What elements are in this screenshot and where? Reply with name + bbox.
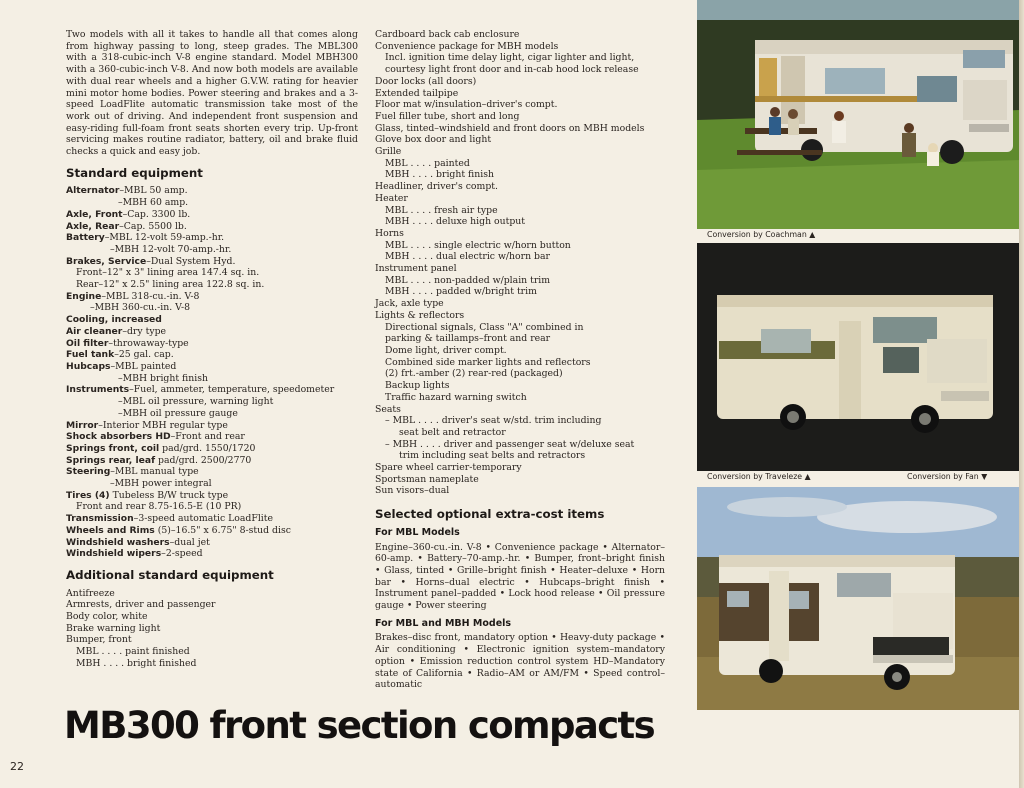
page-fold-edge — [1019, 0, 1024, 788]
standard-equipment-list — [66, 185, 358, 560]
equipment-item-spec: Seats — [375, 403, 401, 415]
equipment-line — [375, 392, 665, 404]
equipment-line — [66, 623, 358, 635]
equipment-line — [66, 384, 358, 396]
equipment-item-spec: Backup lights — [385, 380, 450, 392]
equipment-item-name: Instruments — [66, 384, 130, 396]
equipment-item-name: Mirror — [66, 419, 99, 431]
equipment-item-spec: Rear–12" x 2.5" lining area 122.8 sq. in. — [76, 279, 265, 291]
equipment-item-name: Shock absorbers HD — [66, 431, 171, 443]
equipment-item-spec: –dry type — [122, 325, 167, 337]
equipment-line — [375, 240, 665, 252]
photo-coachman-motorhome — [697, 0, 1020, 229]
additional-equipment-continued-list — [375, 29, 665, 497]
equipment-line — [66, 478, 358, 490]
equipment-item-spec: Dome light, driver compt. — [385, 344, 507, 356]
equipment-line — [66, 244, 358, 256]
equipment-item-spec: Glove box door and light — [375, 134, 492, 146]
equipment-item-spec: pad/grd. 1550/1720 — [159, 442, 256, 454]
equipment-item-spec: –Fuel, ammeter, temperature, speedometer — [129, 384, 335, 396]
equipment-line — [66, 525, 358, 537]
photo-fan-motorhome — [697, 487, 1020, 710]
equipment-line — [375, 404, 665, 416]
equipment-line — [66, 537, 358, 549]
equipment-item-name: Wheels and Rims — [66, 524, 155, 536]
equipment-line — [66, 490, 358, 502]
equipment-item-spec: –Dual System Hyd. — [146, 255, 236, 267]
equipment-item-spec: Heater — [375, 192, 408, 204]
equipment-item-spec: –MBL 318-cu.-in. V-8 — [101, 290, 200, 302]
equipment-item-name: Alternator — [66, 185, 120, 197]
equipment-line — [66, 466, 358, 478]
equipment-item-spec: Antifreeze — [66, 587, 115, 599]
equipment-item-spec: MBH . . . . bright finished — [76, 657, 197, 669]
mbl-mbh-models-heading: For MBL and MBH Models — [375, 617, 512, 629]
equipment-line — [375, 158, 665, 170]
equipment-item-name: Battery — [66, 232, 105, 244]
equipment-line — [375, 450, 665, 462]
equipment-item-spec: –25 gal. cap. — [114, 349, 174, 361]
equipment-item-spec: –MBH 12-volt 70-amp.-hr. — [110, 243, 232, 255]
equipment-item-spec: Sportsman nameplate — [375, 473, 479, 485]
equipment-line — [66, 302, 358, 314]
equipment-item-spec: –2-speed — [161, 548, 203, 560]
equipment-line — [66, 326, 358, 338]
equipment-item-spec: –3-speed automatic LoadFlite — [133, 513, 274, 525]
equipment-line — [375, 146, 665, 158]
equipment-item-spec: Glass, tinted–windshield and front doors on MBH models — [375, 122, 645, 134]
left-column — [66, 29, 358, 670]
equipment-item-spec: MBH . . . . deluxe high output — [385, 216, 526, 228]
equipment-line — [375, 485, 665, 497]
equipment-item-name: Windshield wipers — [66, 548, 162, 560]
equipment-item-name: Engine — [66, 290, 102, 302]
caption-coachman-text: Conversion by Coachman ▲ — [707, 230, 816, 239]
equipment-item-spec: – MBL . . . . driver's seat w/std. trim including — [385, 415, 602, 427]
equipment-line — [375, 76, 665, 88]
equipment-line — [375, 181, 665, 193]
equipment-item-spec: MBL . . . . single electric w/horn button — [385, 239, 571, 251]
equipment-item-spec: MBH . . . . dual electric w/horn bar — [385, 251, 550, 263]
equipment-item-spec: (2) frt.-amber (2) rear-red (packaged) — [385, 368, 563, 380]
equipment-item-spec: –MBH 360-cu.-in. V-8 — [90, 302, 191, 314]
equipment-item-spec: –MBH bright finish — [118, 372, 208, 384]
equipment-line — [375, 251, 665, 263]
equipment-item-name: Transmission — [66, 513, 134, 525]
equipment-item-name: Hubcaps — [66, 360, 111, 372]
equipment-item-spec: pad/grd. 2500/2770 — [155, 454, 252, 466]
equipment-line — [66, 396, 358, 408]
optional-items-heading: Selected optional extra-cost items — [375, 507, 605, 522]
equipment-line — [375, 368, 665, 380]
equipment-line — [66, 349, 358, 361]
equipment-item-spec: –MBL oil pressure, warning light — [118, 396, 274, 408]
equipment-item-spec: trim including seat belts and retractors — [399, 450, 586, 462]
equipment-item-spec: –Front and rear — [170, 431, 245, 443]
equipment-item-name: Cooling, increased — [66, 314, 162, 326]
equipment-item-name: Axle, Rear — [66, 220, 120, 232]
equipment-item-spec: –MBH 60 amp. — [118, 197, 189, 209]
equipment-line — [375, 333, 665, 345]
equipment-item-spec: seat belt and retractor — [399, 426, 506, 438]
equipment-item-spec: – MBH . . . . driver and passenger seat w/deluxe seat — [385, 438, 635, 450]
equipment-line — [66, 431, 358, 443]
middle-column — [375, 29, 665, 691]
equipment-line — [375, 462, 665, 474]
equipment-line — [66, 408, 358, 420]
equipment-line — [375, 123, 665, 135]
equipment-item-spec: Instrument panel — [375, 263, 457, 275]
equipment-item-spec: Sun visors–dual — [375, 485, 450, 497]
equipment-line — [66, 658, 358, 670]
caption-traveleze-fan — [697, 471, 1020, 483]
equipment-line — [375, 310, 665, 322]
equipment-item-spec: MBL . . . . fresh air type — [385, 204, 498, 216]
equipment-line — [375, 169, 665, 181]
equipment-line — [375, 415, 665, 427]
caption-coachman — [697, 229, 1020, 241]
equipment-line — [375, 357, 665, 369]
equipment-line — [66, 279, 358, 291]
intro-paragraph: Two models with all it takes to handle all that comes along from highway passing to long, steep grades. The MBL300 with a 318-cubic-inch V-8 engine standard. Model MBH300 with a 360-cubic-inch V-8. And now both models are available with dual rear wheels and a higher G.V.W. rating for heavier mini motor home bodies. Power steering and brakes and a 3-speed LoadFlite automatic transmission take most of the work out of driving. And independent front suspension and easy-riding full-foam front seats shorten every trip. Up-front servicing makes routine radiator, battery, oil and brake fluid checks a quick and easy job. — [66, 29, 358, 158]
equipment-item-spec: Bumper, front — [66, 634, 132, 646]
mbl-options-text: Engine–360-cu.-in. V-8 • Convenience package • Alternator–60-amp. • Battery–70-amp.-hr. • Bumper, front–bright finish • Glass, tinted • Grille–bright finish • Heater–deluxe • Horn bar • Horns–dual electric • Hubcaps–bright finish • Instrument panel–padded • Lock hood release • Oil pressure gauge • Power steering — [375, 541, 665, 612]
equipment-item-spec: Body color, white — [66, 611, 148, 623]
equipment-line — [375, 474, 665, 486]
equipment-line — [66, 232, 358, 244]
equipment-item-spec: Directional signals, Class "A" combined in — [385, 321, 584, 333]
equipment-item-name: Fuel tank — [66, 349, 115, 361]
equipment-item-spec: Armrests, driver and passenger — [66, 599, 216, 611]
equipment-line — [66, 221, 358, 233]
equipment-item-spec: –MBH oil pressure gauge — [118, 407, 238, 419]
equipment-item-name: Springs rear, leaf — [66, 454, 156, 466]
equipment-line — [66, 291, 358, 303]
equipment-line — [375, 345, 665, 357]
equipment-line — [375, 216, 665, 228]
equipment-line — [375, 88, 665, 100]
equipment-line — [66, 588, 358, 600]
equipment-line — [375, 286, 665, 298]
equipment-item-name: Brakes, Service — [66, 255, 147, 267]
equipment-item-spec: Grille — [375, 146, 402, 158]
equipment-item-spec: –throwaway-type — [108, 337, 189, 349]
equipment-item-spec: MBL . . . . non-padded w/plain trim — [385, 274, 551, 286]
equipment-line — [375, 29, 665, 41]
equipment-item-spec: MBH . . . . padded w/bright trim — [385, 286, 537, 298]
equipment-line — [66, 185, 358, 197]
equipment-line — [375, 439, 665, 451]
equipment-item-spec: parking & taillamps–front and rear — [385, 333, 551, 345]
equipment-line — [375, 298, 665, 310]
equipment-item-name: Axle, Front — [66, 208, 123, 220]
equipment-line — [66, 256, 358, 268]
additional-equipment-list — [66, 588, 358, 670]
equipment-line — [66, 373, 358, 385]
equipment-item-spec: Combined side marker lights and reflectors — [385, 356, 591, 368]
equipment-item-spec: Extended tailpipe — [375, 87, 459, 99]
equipment-item-spec: courtesy light front door and in-cab hood lock release — [385, 64, 639, 76]
equipment-item-name: Air cleaner — [66, 325, 123, 337]
equipment-line — [66, 455, 358, 467]
equipment-line — [375, 228, 665, 240]
equipment-line — [66, 420, 358, 432]
equipment-item-spec: –MBL 12-volt 59-amp.-hr. — [104, 232, 225, 244]
equipment-item-spec: –Cap. 5500 lb. — [119, 220, 187, 232]
equipment-line — [66, 314, 358, 326]
equipment-item-spec: –Cap. 3300 lb. — [122, 208, 191, 220]
equipment-item-spec: –dual jet — [169, 536, 210, 548]
equipment-line — [66, 443, 358, 455]
equipment-item-spec: Cardboard back cab enclosure — [375, 29, 520, 40]
standard-equipment-heading: Standard equipment — [66, 165, 203, 180]
equipment-item-name: Steering — [66, 466, 111, 478]
equipment-line — [375, 380, 665, 392]
equipment-item-spec: Fuel filler tube, short and long — [375, 110, 520, 122]
equipment-line — [66, 513, 358, 525]
equipment-item-spec: Spare wheel carrier-temporary — [375, 462, 522, 474]
equipment-line — [66, 501, 358, 513]
equipment-item-spec: –MBL manual type — [110, 466, 199, 478]
equipment-line — [66, 267, 358, 279]
equipment-item-spec: (5)–16.5" x 6.75" 8-stud disc — [154, 524, 291, 536]
equipment-line — [375, 111, 665, 123]
equipment-item-spec: Lights & reflectors — [375, 309, 465, 321]
equipment-item-spec: Convenience package for MBH models — [375, 40, 559, 52]
equipment-line — [375, 205, 665, 217]
equipment-line — [66, 361, 358, 373]
page-headline: MB300 front section compacts — [64, 704, 655, 747]
equipment-item-spec: –MBL painted — [110, 360, 177, 372]
photo-traveleze-motorhome — [697, 243, 1020, 471]
equipment-line — [375, 64, 665, 76]
equipment-item-spec: MBL . . . . paint finished — [76, 646, 190, 658]
equipment-line — [66, 197, 358, 209]
equipment-item-name: Oil filter — [66, 337, 109, 349]
caption-traveleze-text: Conversion by Traveleze ▲ — [707, 472, 811, 481]
equipment-line — [375, 193, 665, 205]
equipment-item-spec: –MBL 50 amp. — [119, 185, 188, 197]
equipment-item-spec: Floor mat w/insulation–driver's compt. — [375, 99, 558, 111]
equipment-line — [66, 209, 358, 221]
equipment-item-name: Tires (4) — [66, 489, 110, 501]
equipment-line — [375, 99, 665, 111]
equipment-line — [375, 275, 665, 287]
equipment-line — [66, 599, 358, 611]
equipment-line — [66, 646, 358, 658]
equipment-item-spec: Jack, axle type — [375, 298, 444, 310]
equipment-line — [66, 611, 358, 623]
equipment-item-spec: –MBH power integral — [110, 478, 212, 490]
equipment-item-spec: Incl. ignition time delay light, cigar lighter and light, — [385, 52, 635, 64]
equipment-line — [375, 322, 665, 334]
equipment-line — [375, 134, 665, 146]
equipment-line — [66, 548, 358, 560]
equipment-item-name: Springs front, coil — [66, 442, 160, 454]
mbl-models-heading: For MBL Models — [375, 526, 460, 538]
equipment-item-spec: Traffic hazard warning switch — [385, 391, 527, 403]
equipment-line — [66, 634, 358, 646]
equipment-line — [375, 263, 665, 275]
caption-fan-text: Conversion by Fan ▼ — [907, 472, 988, 481]
equipment-line — [375, 41, 665, 53]
equipment-item-spec: –Interior MBH regular type — [98, 419, 228, 431]
equipment-item-spec: MBL . . . . painted — [385, 157, 470, 169]
mbl-mbh-options-text: Brakes–disc front, mandatory option • Heavy-duty package • Air conditioning • Electronic ignition system–mandatory option • Emission reduction control system HD–Mandatory state of California • Radio–AM or AM/FM • Speed control–automatic — [375, 632, 665, 691]
equipment-item-spec: Brake warning light — [66, 622, 161, 634]
equipment-item-spec: Tubeless B/W truck type — [109, 489, 229, 501]
equipment-item-spec: Front and rear 8.75-16.5-E (10 PR) — [76, 501, 242, 513]
equipment-line — [375, 52, 665, 64]
equipment-item-spec: MBH . . . . bright finish — [385, 169, 494, 181]
equipment-item-spec: Horns — [375, 227, 404, 239]
equipment-item-spec: Front–12" x 3" lining area 147.4 sq. in. — [76, 267, 260, 279]
equipment-line — [375, 427, 665, 439]
equipment-item-spec: Headliner, driver's compt. — [375, 181, 498, 193]
equipment-line — [66, 338, 358, 350]
additional-equipment-heading: Additional standard equipment — [66, 567, 274, 582]
page-number: 22 — [10, 760, 24, 773]
equipment-item-spec: Door locks (all doors) — [375, 75, 477, 87]
equipment-item-name: Windshield washers — [66, 536, 170, 548]
